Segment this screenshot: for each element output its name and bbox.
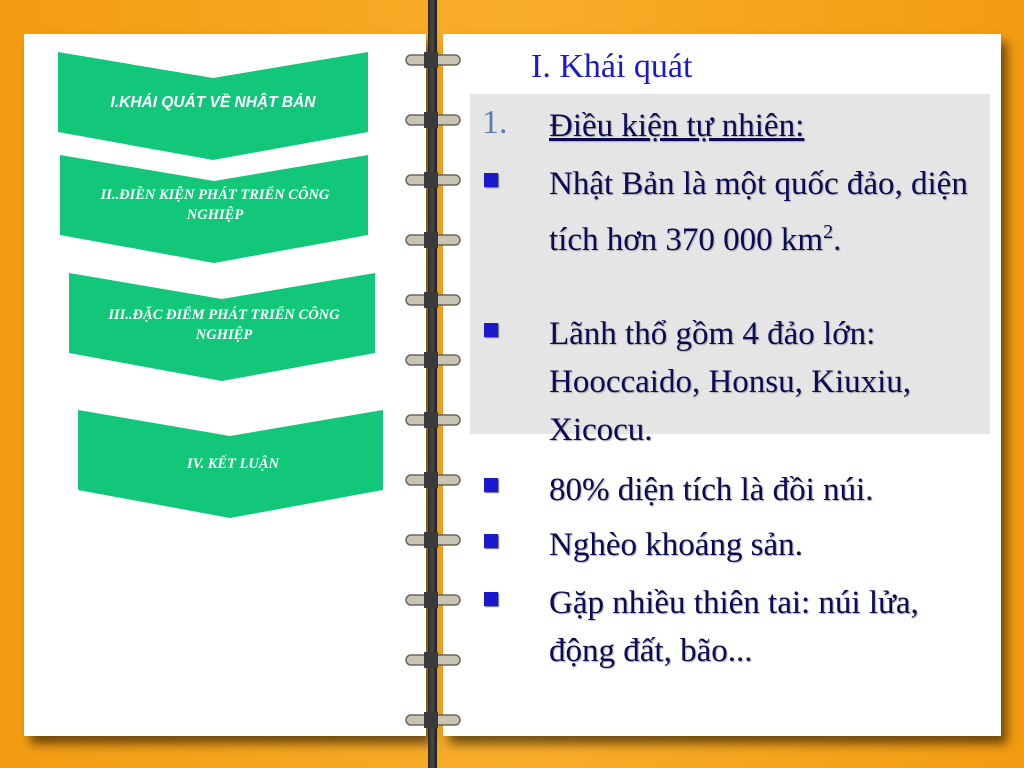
bullet-text-end: . <box>833 222 842 258</box>
nav-item-label: II..ĐIỀN KIỆN PHÁT TRIỂN CÔNG NGHIỆP <box>100 187 330 223</box>
ring-icon <box>404 352 462 368</box>
bullet-text-main: Nhật Bản là một quốc đảo, diện tích hơn 370 000 km <box>549 166 968 258</box>
ring-icon <box>404 652 462 668</box>
nav-item-ket-luan[interactable] <box>78 410 388 518</box>
ring-icon <box>404 532 462 548</box>
bullet-text <box>549 160 989 264</box>
ring-icon <box>404 232 462 248</box>
page-title: I. Khái quát <box>531 48 693 85</box>
bullet-text: Gặp nhiều thiên tai: núi lửa, động đất, bão... <box>549 585 919 669</box>
ring-icon <box>404 592 462 608</box>
section-number: 1. <box>482 104 508 141</box>
nav-item-dac-diem[interactable] <box>69 273 379 381</box>
ring-icon <box>404 712 462 728</box>
bullet-icon <box>484 323 498 337</box>
bullet-text: Nghèo khoáng sản. <box>549 527 803 563</box>
ring-icon <box>404 172 462 188</box>
bullet-icon <box>484 478 498 492</box>
bullet-icon <box>484 534 498 548</box>
subheading: Điều kiện tự nhiên: <box>549 108 805 144</box>
ring-icon <box>404 412 462 428</box>
bullet-text: 80% diện tích là đồi núi. <box>549 472 874 508</box>
superscript: 2 <box>823 221 834 243</box>
nav-item-label: IV. KẾT LUẬN <box>187 456 279 472</box>
ring-icon <box>404 52 462 68</box>
nav-item-dieu-kien[interactable] <box>60 155 370 263</box>
nav-item-label: III..ĐẶC ĐIỂM PHÁT TRIỂN CÔNG NGHIỆP <box>108 307 340 343</box>
nav-item-khai-quat[interactable] <box>58 52 368 160</box>
nav-item-label: I.KHÁI QUÁT VỀ NHẬT BẢN <box>110 94 316 111</box>
bullet-icon <box>484 173 498 187</box>
bullet-text: Lãnh thổ gồm 4 đảo lớn: Hooccaido, Honsu, Kiuxiu, Xicocu. <box>549 316 912 448</box>
ring-icon <box>404 472 462 488</box>
ring-icon <box>404 112 462 128</box>
ring-icon <box>404 292 462 308</box>
bullet-icon <box>484 592 498 606</box>
